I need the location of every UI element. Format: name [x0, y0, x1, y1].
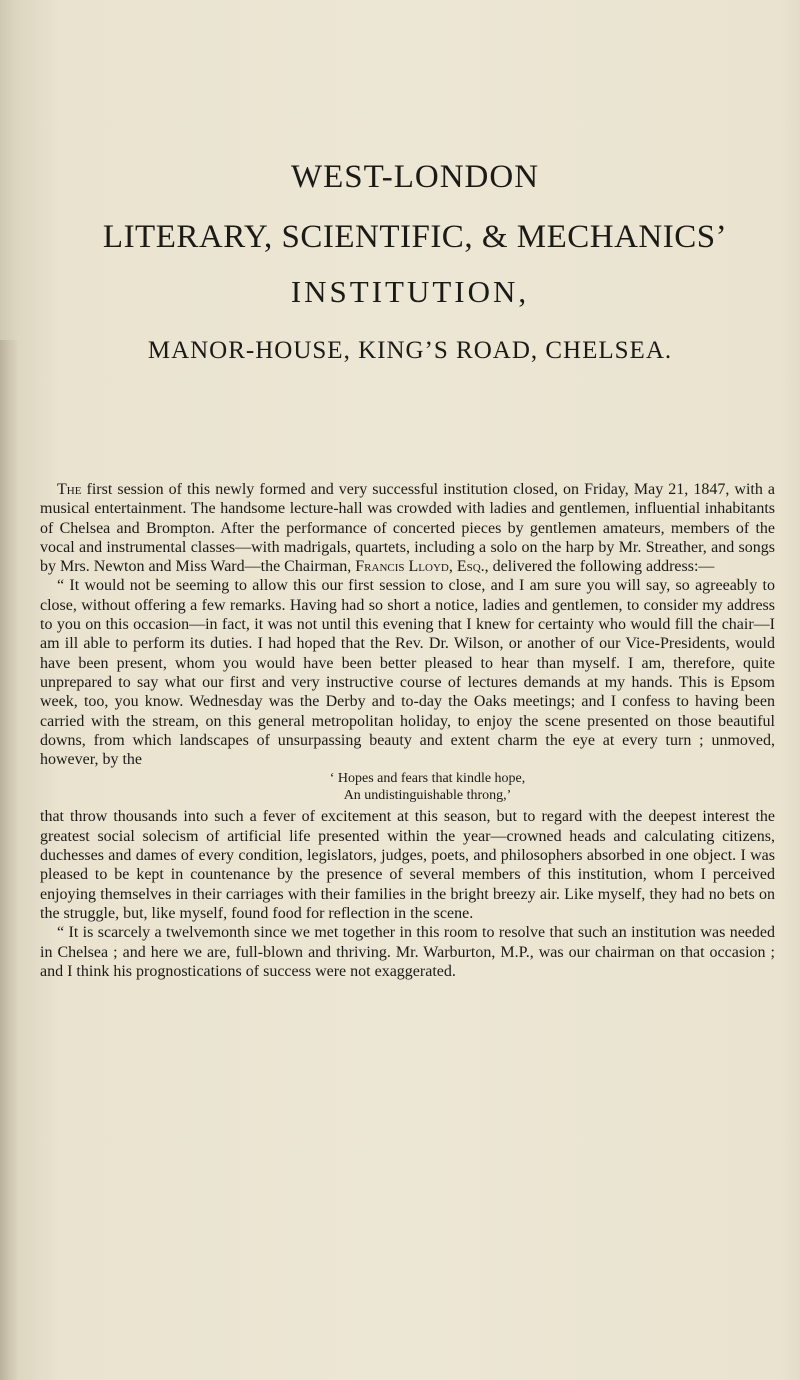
article-body — [40, 480, 775, 981]
paragraph-address-start: “ It would not be seeming to allow this our first session to close, and I am sure you will say, so agreeably to close, without offering a few remarks. Having had so short a notice, ladies and gentlemen, to consider my address to you on this occasion—in fact, it was not until this evening that I knew for certainty who would fill the chair—I am ill able to perform its duties. I had hoped that the Rev. Dr. Wilson, or another of our Vice-Presidents, would have been present, whom you would have been better pleased to hear than myself. I am, therefore, quite unprepared to say what our first and very instructive course of lectures demands at my hands. This is Epsom week, too, you know. Wednesday was the Derby and to-day the Oaks meetings; and I confess to having been carried with the stream, on this general metropolitan holiday, to enjoy the scene presented on those beautiful downs, from which landscapes of unsurpassing beauty and extent charm the eye at every turn ; unmoved, however, by the — [40, 577, 775, 769]
page-binding-edge — [0, 340, 18, 1380]
paragraph-continuation: that throw thousands into such a fever of excitement at this season, but to regard with the deepest interest the greatest social solecism of artificial life presented within the year—crowned heads and calculating citizens, duchesses and dames of every condition, legislators, judges, poets, and philosophers absorbed in one object. I was pleased to be kept in countenance by the presence of several members of this institution, whom I perceived enjoying themselves in their carriages with their families in the bright breezy air. Like myself, they had no bets on the struggle, but, like myself, found food for reflection in the scene. — [40, 808, 775, 922]
title-line-institution-type: LITERARY, SCIENTIFIC, & MECHANICS’ — [102, 219, 728, 255]
title-line-institution: INSTITUTION, — [290, 274, 530, 309]
verse-line-1: ‘ Hopes and fears that kindle hope, — [329, 771, 526, 787]
title-line-west-london: WEST-LONDON — [290, 159, 540, 195]
verse-line-2: An undistinguishable throng,’ — [343, 788, 512, 804]
paragraph-opening — [40, 480, 775, 576]
chairman-name: Francis Lloyd, Esq. — [355, 558, 485, 576]
paragraph-opening-text-a: first session of this newly formed and very successful institution closed, on Friday, May 21, 1847, with a musical entertainment. The handsome lecture-hall was crowded with ladies and gentlemen, influential inhabitants of Chelsea and Brompton. After the performance of concerted pieces by gentlemen amateurs, members of the vocal and instrumental classes—with madrigals, quartets, including a solo on the harp by Mr. Streather, and songs by Mrs. Newton and Miss Ward—the Chairman, — [40, 481, 775, 576]
verse-quotation — [80, 770, 775, 804]
address-line: MANOR-HOUSE, KING’S ROAD, CHELSEA. — [147, 337, 673, 364]
opening-word: The — [57, 481, 82, 498]
title-block — [0, 155, 800, 368]
paragraph-twelvemonth: “ It is scarcely a twelvemonth since we met together in this room to resolve that such an institution was needed in Chelsea ; and here we are, full-blown and thriving. Mr. Warburton, M.P., was our chairman on that occasion ; and I think his prognostications of success were not exaggerated. — [40, 924, 775, 980]
paragraph-opening-text-b: , delivered the following address:— — [484, 558, 715, 576]
